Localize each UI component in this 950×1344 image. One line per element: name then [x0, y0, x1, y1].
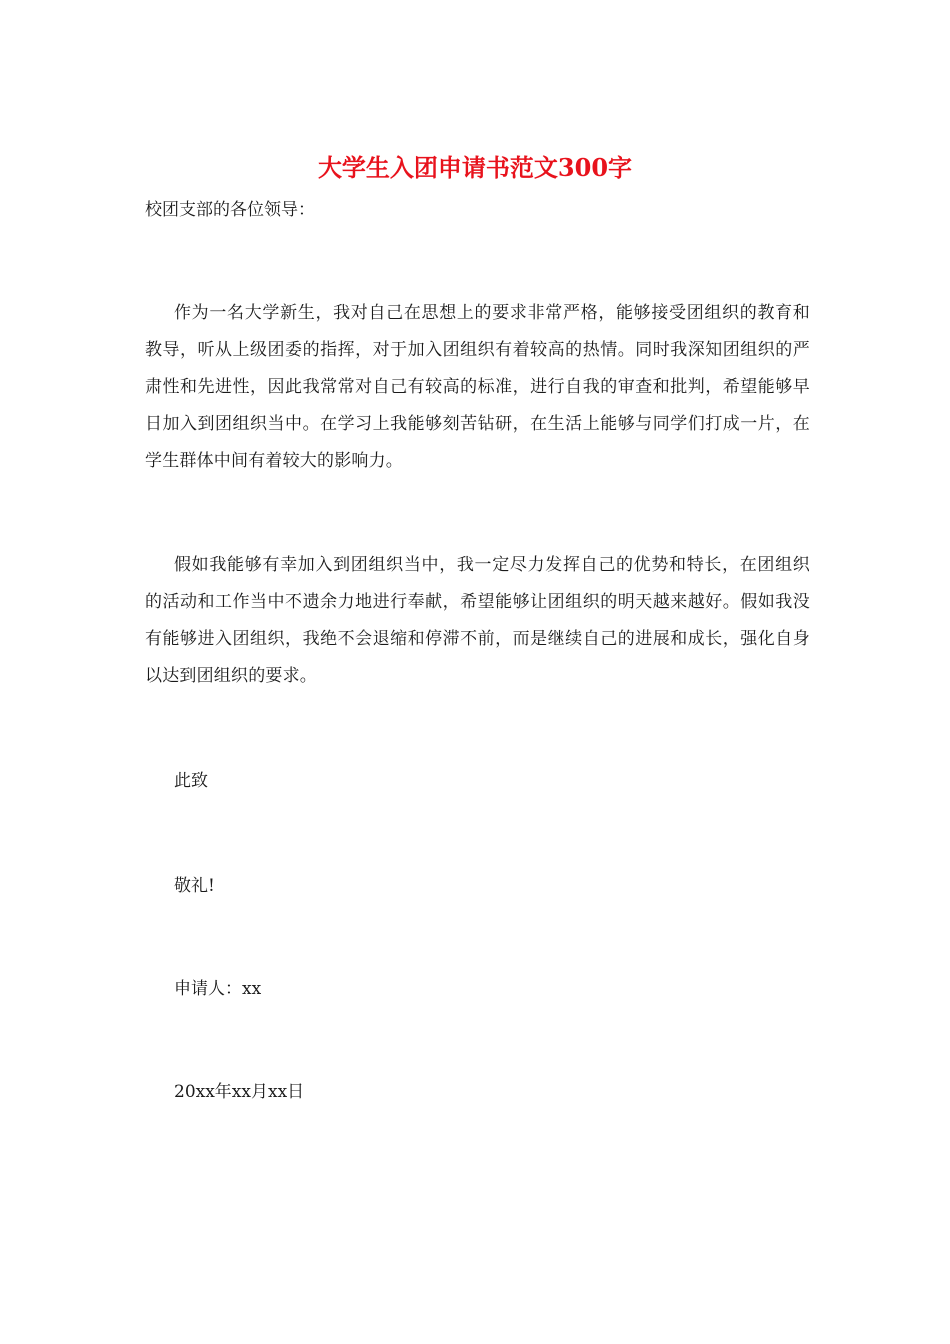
closing-line: 此致: [174, 771, 208, 791]
body-paragraph-2: 假如我能够有幸加入到团组织当中，我一定尽力发挥自己的优势和特长，在团组织的活动和工作当中不遗余力地进行奉献，希望能够让团组织的明天越来越好。假如我没有能够进入团组织，我绝不会退缩和停滞不前，而是继续自己的进展和成长，强化自身以达到团组织的要求。: [145, 555, 810, 686]
regards-line: 敬礼!: [174, 876, 215, 896]
date-line: 20xx年xx月xx日: [174, 1082, 305, 1102]
body-paragraph-1: 作为一名大学新生，我对自己在思想上的要求非常严格，能够接受团组织的教育和教导，听从上级团委的指挥，对于加入团组织有着较高的热情。同时我深知团组织的严肃性和先进性，因此我常常对自己有较高的标准，进行自我的审查和批判，希望能够早日加入到团组织当中。在学习上我能够刻苦钻研，在生活上能够与同学们打成一片，在学生群体中间有着较大的影响力。: [145, 303, 810, 471]
page-title: 大学生入团申请书范文300字: [317, 153, 633, 182]
applicant-signature: 申请人：xx: [174, 979, 262, 999]
salutation: 校团支部的各位领导：: [145, 200, 315, 220]
